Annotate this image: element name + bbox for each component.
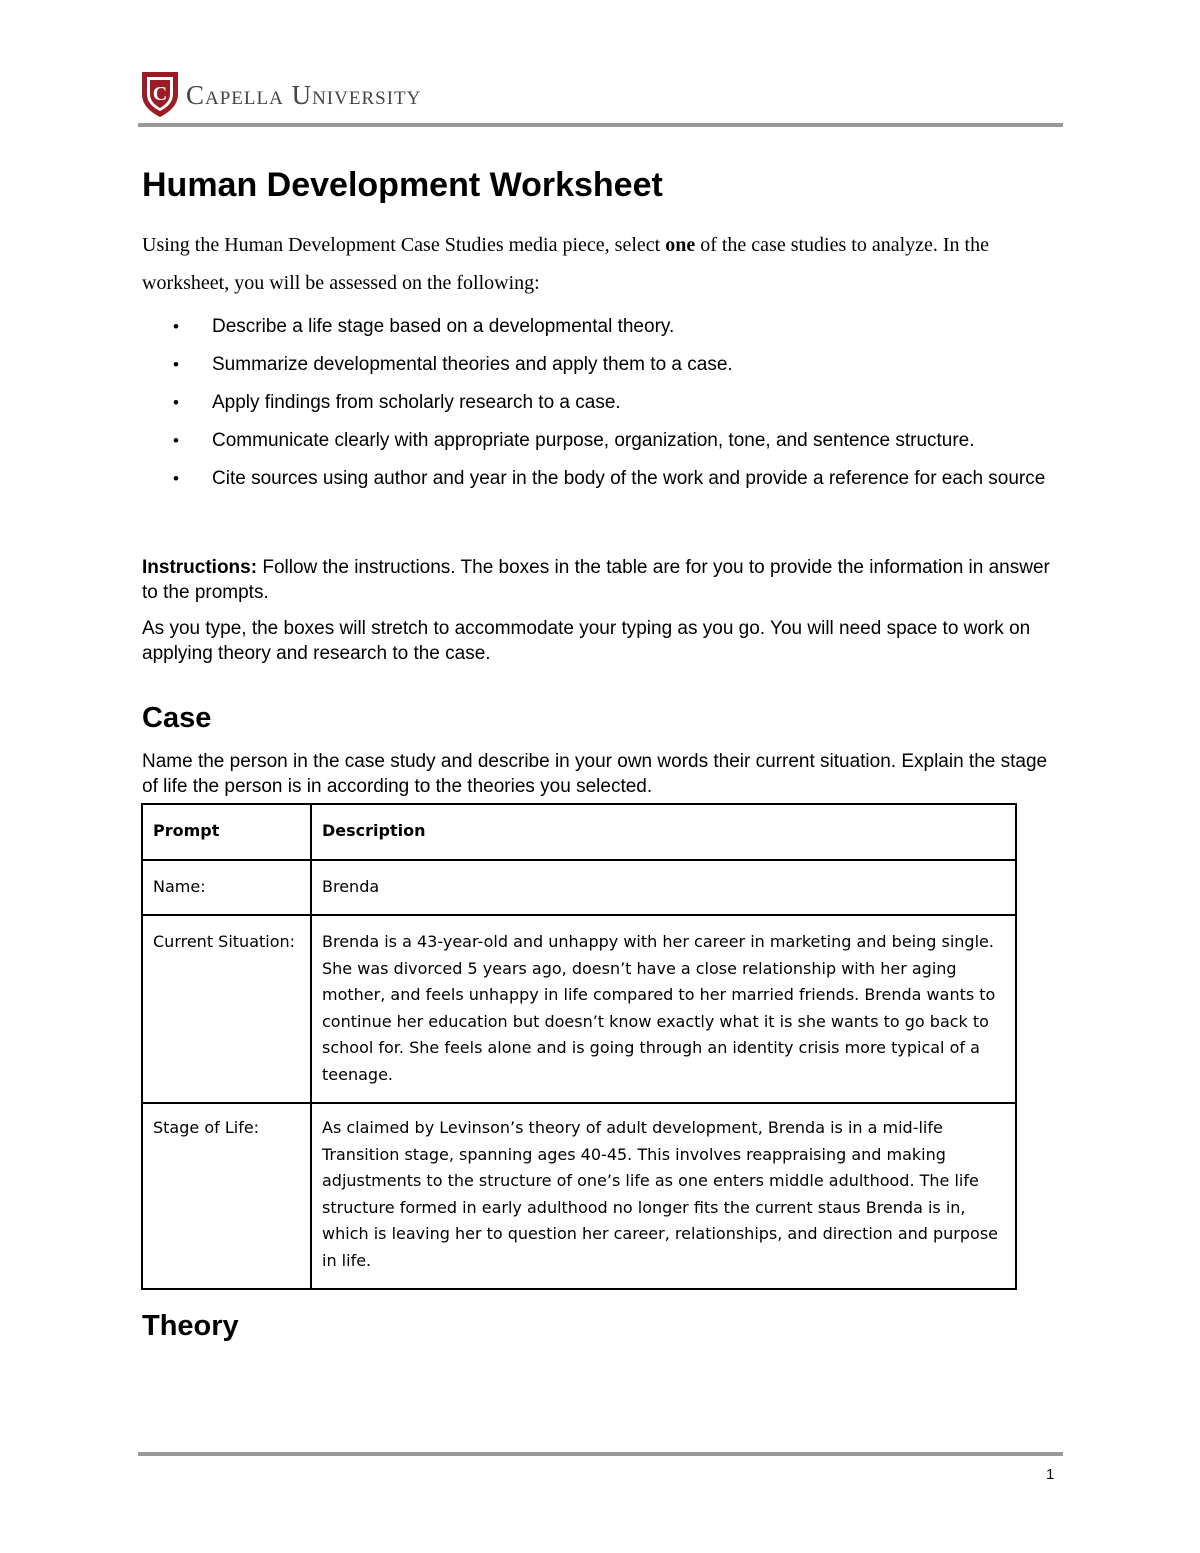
description-cell[interactable]: Brenda is a 43-year-old and unhappy with her career in marketing and being single. She was divorced 5 years ago, doesn’t have a close relationship with her aging mother, and feels unhappy in life compared to her married friends. Brenda wants to continue her education but doesn’t know exactly what it is she wants to go back to school for. She feels alone and is going through an identity crisis more typical of a teenage. <box>311 915 1016 1103</box>
prompt-cell[interactable]: Name: <box>142 860 311 916</box>
theory-heading: Theory <box>142 1310 239 1342</box>
intro-paragraph <box>142 226 1042 302</box>
criteria-item: • Communicate clearly with appropriate purpose, organization, tone, and sentence structure. <box>142 428 1047 453</box>
logo-letter: C <box>152 83 168 105</box>
table-header-row <box>142 804 1016 860</box>
criteria-item: • Apply findings from scholarly research to a case. <box>142 390 1047 415</box>
instructions-paragraph <box>142 555 1052 605</box>
header-cell-description[interactable]: Description <box>311 804 1016 860</box>
page-number: 1 <box>1046 1466 1055 1483</box>
intro-emphasis: one <box>665 234 696 256</box>
header-cell-prompt[interactable]: Prompt <box>142 804 311 860</box>
intro-text-start: Using the Human Development Case Studies media piece, select <box>142 234 666 256</box>
table-row <box>142 915 1016 1103</box>
prompt-cell[interactable]: Stage of Life: <box>142 1103 311 1289</box>
table-row <box>142 860 1016 916</box>
document-title: Human Development Worksheet <box>142 166 663 204</box>
typing-note: As you type, the boxes will stretch to accommodate your typing as you go. You will need space to work on applying theory and research to the case. <box>142 618 1031 664</box>
intro-text-end: of the case studies to analyze. In the worksheet, you will be assessed on the following: <box>142 234 989 294</box>
page-header <box>140 68 1062 122</box>
table-row <box>142 1103 1016 1289</box>
header-rule <box>138 123 1063 127</box>
instructions-label: Instructions: <box>142 557 258 578</box>
description-cell[interactable]: Brenda <box>311 860 1016 916</box>
description-cell[interactable]: As claimed by Levinson’s theory of adult development, Brenda is in a mid-life Transition stage, spanning ages 40-45. This involves reappraising and making adjustments to the structure of one’s life as one enters middle adulthood. The life structure formed in early adulthood no longer fits the current staus Brenda is in, which is leaving her to question her career, relationships, and direction and purpose in life. <box>311 1103 1016 1289</box>
case-table <box>141 803 1017 1290</box>
case-intro: Name the person in the case study and describe in your own words their current situation. Explain the stage of life the person is in according to the theories you selected. <box>142 751 1048 797</box>
instructions-text: Follow the instructions. The boxes in the table are for you to provide the information in answer to the prompts. <box>142 557 1050 603</box>
prompt-cell[interactable]: Current Situation: <box>142 915 311 1103</box>
criteria-item: • Summarize developmental theories and apply them to a case. <box>142 352 1047 377</box>
case-heading: Case <box>142 702 212 734</box>
assessment-criteria-list <box>142 314 1047 504</box>
capella-shield-logo-icon <box>140 68 180 118</box>
criteria-item: • Describe a life stage based on a developmental theory. <box>142 314 1047 339</box>
university-name: Capella University <box>186 80 422 110</box>
criteria-item: • Cite sources using author and year in the body of the work and provide a reference for each source <box>142 466 1047 491</box>
footer-rule <box>138 1452 1063 1456</box>
